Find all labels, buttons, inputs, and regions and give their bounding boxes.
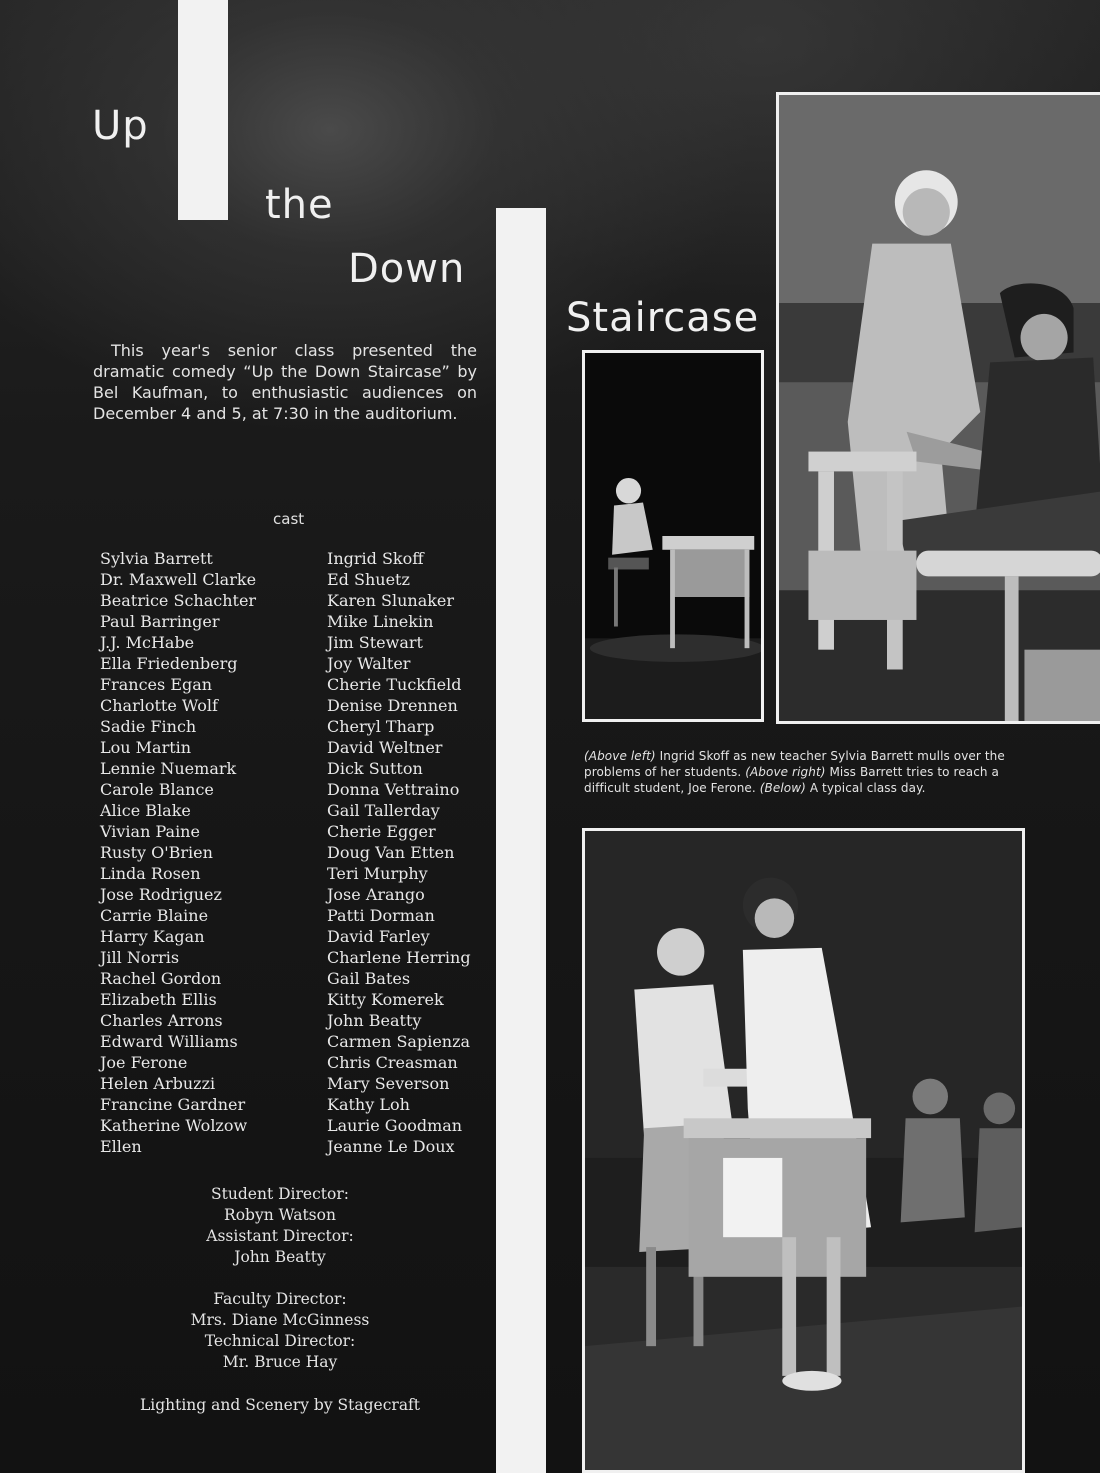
assistant-director-name: John Beatty: [234, 1248, 326, 1266]
cast-actor-name: Jose Arango: [327, 885, 425, 904]
cast-character-name: Carrie Blaine: [100, 906, 209, 925]
cast-actor-name: Mary Severson: [327, 1074, 450, 1093]
cast-actor-name: Ed Shuetz: [327, 570, 410, 589]
student-director-label: Student Director:: [211, 1185, 349, 1203]
cast-actor-name: Dick Sutton: [327, 759, 423, 778]
cast-character-name: Vivian Paine: [100, 822, 200, 841]
cast-character-name: Jose Rodriguez: [100, 885, 222, 904]
cast-character-name: Katherine Wolzow: [100, 1116, 248, 1135]
cast-actor-name: Doug Van Etten: [327, 843, 455, 862]
photo-below-image: [585, 831, 1022, 1470]
photo-caption: [584, 748, 1036, 796]
cast-characters-list: [100, 548, 256, 1157]
cast-actor-name: Cherie Egger: [327, 822, 436, 841]
photo-above-right: [776, 92, 1100, 724]
cast-character-name: Alice Blake: [100, 801, 191, 820]
title-bar-left: [178, 0, 228, 220]
photo-above-right-image: [779, 95, 1100, 721]
cast-character-name: Lennie Nuemark: [100, 759, 237, 778]
cast-actor-name: Laurie Goodman: [327, 1116, 463, 1135]
student-director-name: Robyn Watson: [224, 1206, 336, 1224]
cast-character-name: Ella Friedenberg: [100, 654, 238, 673]
cast-character-name: Charlotte Wolf: [100, 696, 218, 715]
cast-actor-name: David Weltner: [327, 738, 443, 757]
caption-label-above-left: (Above left): [584, 749, 656, 763]
lighting-credit: Lighting and Scenery by Stagecraft: [139, 1396, 421, 1414]
cast-character-name: Sadie Finch: [100, 717, 197, 736]
cast-actor-name: Donna Vettraino: [327, 780, 460, 799]
cast-actor-name: Chris Creasman: [327, 1053, 458, 1072]
faculty-director-name: Mrs. Diane McGinness: [190, 1311, 370, 1329]
cast-actor-name: Gail Bates: [327, 969, 411, 988]
cast-character-name: Rachel Gordon: [100, 969, 222, 988]
title-word-up: Up: [92, 103, 149, 149]
title-bar-center: [496, 208, 546, 1473]
credits-block: [150, 1184, 410, 1373]
cast-character-name: Ellen: [100, 1137, 142, 1156]
cast-actor-name: Denise Drennen: [327, 696, 458, 715]
caption-text-above-left: Ingrid Skoff as new teacher Sylvia Barrett mulls over the problems of her students.: [584, 749, 1005, 779]
cast-actor-name: Ingrid Skoff: [327, 549, 424, 568]
assistant-director-label: Assistant Director:: [206, 1227, 354, 1245]
cast-actors-list: [327, 548, 471, 1157]
cast-character-name: Harry Kagan: [100, 927, 205, 946]
cast-heading: cast: [273, 510, 305, 528]
cast-character-name: Carole Blance: [100, 780, 214, 799]
faculty-director-label: Faculty Director:: [213, 1290, 347, 1308]
cast-actor-name: Cheryl Tharp: [327, 717, 435, 736]
cast-character-name: Jill Norris: [100, 948, 180, 967]
cast-actor-name: Joy Walter: [327, 654, 411, 673]
cast-character-name: J.J. McHabe: [100, 633, 195, 652]
cast-character-name: Charles Arrons: [100, 1011, 223, 1030]
cast-character-name: Francine Gardner: [100, 1095, 246, 1114]
technical-director-name: Mr. Bruce Hay: [222, 1353, 338, 1371]
cast-actor-name: Jim Stewart: [327, 633, 423, 652]
cast-character-name: Joe Ferone: [100, 1053, 188, 1072]
cast-actor-name: Carmen Sapienza: [327, 1032, 471, 1051]
cast-actor-name: Cherie Tuckfield: [327, 675, 462, 694]
cast-character-name: Sylvia Barrett: [100, 549, 213, 568]
title-word-staircase: Staircase: [566, 295, 760, 341]
cast-character-name: Rusty O'Brien: [100, 843, 213, 862]
caption-text-below: A typical class day.: [805, 781, 926, 795]
cast-character-name: Dr. Maxwell Clarke: [100, 570, 257, 589]
cast-actor-name: David Farley: [327, 927, 430, 946]
cast-character-name: Beatrice Schachter: [100, 591, 257, 610]
cast-actor-name: Kitty Komerek: [327, 990, 444, 1009]
cast-character-name: Frances Egan: [100, 675, 213, 694]
title-word-down: Down: [348, 246, 466, 292]
photo-above-left-image: [585, 353, 761, 719]
cast-actor-name: Patti Dorman: [327, 906, 435, 925]
cast-actor-name: Charlene Herring: [327, 948, 471, 967]
cast-actor-name: Jeanne Le Doux: [327, 1137, 455, 1156]
cast-actor-name: Karen Slunaker: [327, 591, 455, 610]
cast-actor-name: John Beatty: [327, 1011, 422, 1030]
cast-character-name: Paul Barringer: [100, 612, 220, 631]
intro-paragraph: This year's senior class presented the dramatic comedy “Up the Down Staircase” by Bel Kaufman, to enthusiastic audiences on December 4 and 5, at 7:30 in the auditorium.: [93, 341, 477, 423]
cast-character-name: Linda Rosen: [100, 864, 201, 883]
cast-actor-name: Mike Linekin: [327, 612, 434, 631]
cast-actor-name: Teri Murphy: [327, 864, 428, 883]
cast-character-name: Helen Arbuzzi: [100, 1074, 216, 1093]
caption-label-below: (Below): [759, 781, 806, 795]
technical-director-label: Technical Director:: [204, 1332, 356, 1350]
cast-character-name: Elizabeth Ellis: [100, 990, 217, 1009]
cast-character-name: Lou Martin: [100, 738, 192, 757]
cast-actor-name: Gail Tallerday: [327, 801, 440, 820]
photo-above-left: [582, 350, 764, 722]
photo-below: [582, 828, 1025, 1473]
title-word-the: the: [265, 182, 334, 228]
cast-character-name: Edward Williams: [100, 1032, 238, 1051]
caption-text-above-right: Miss Barrett tries to reach a difficult student, Joe Ferone.: [584, 765, 999, 795]
cast-actor-name: Kathy Loh: [327, 1095, 410, 1114]
caption-label-above-right: (Above right): [745, 765, 826, 779]
